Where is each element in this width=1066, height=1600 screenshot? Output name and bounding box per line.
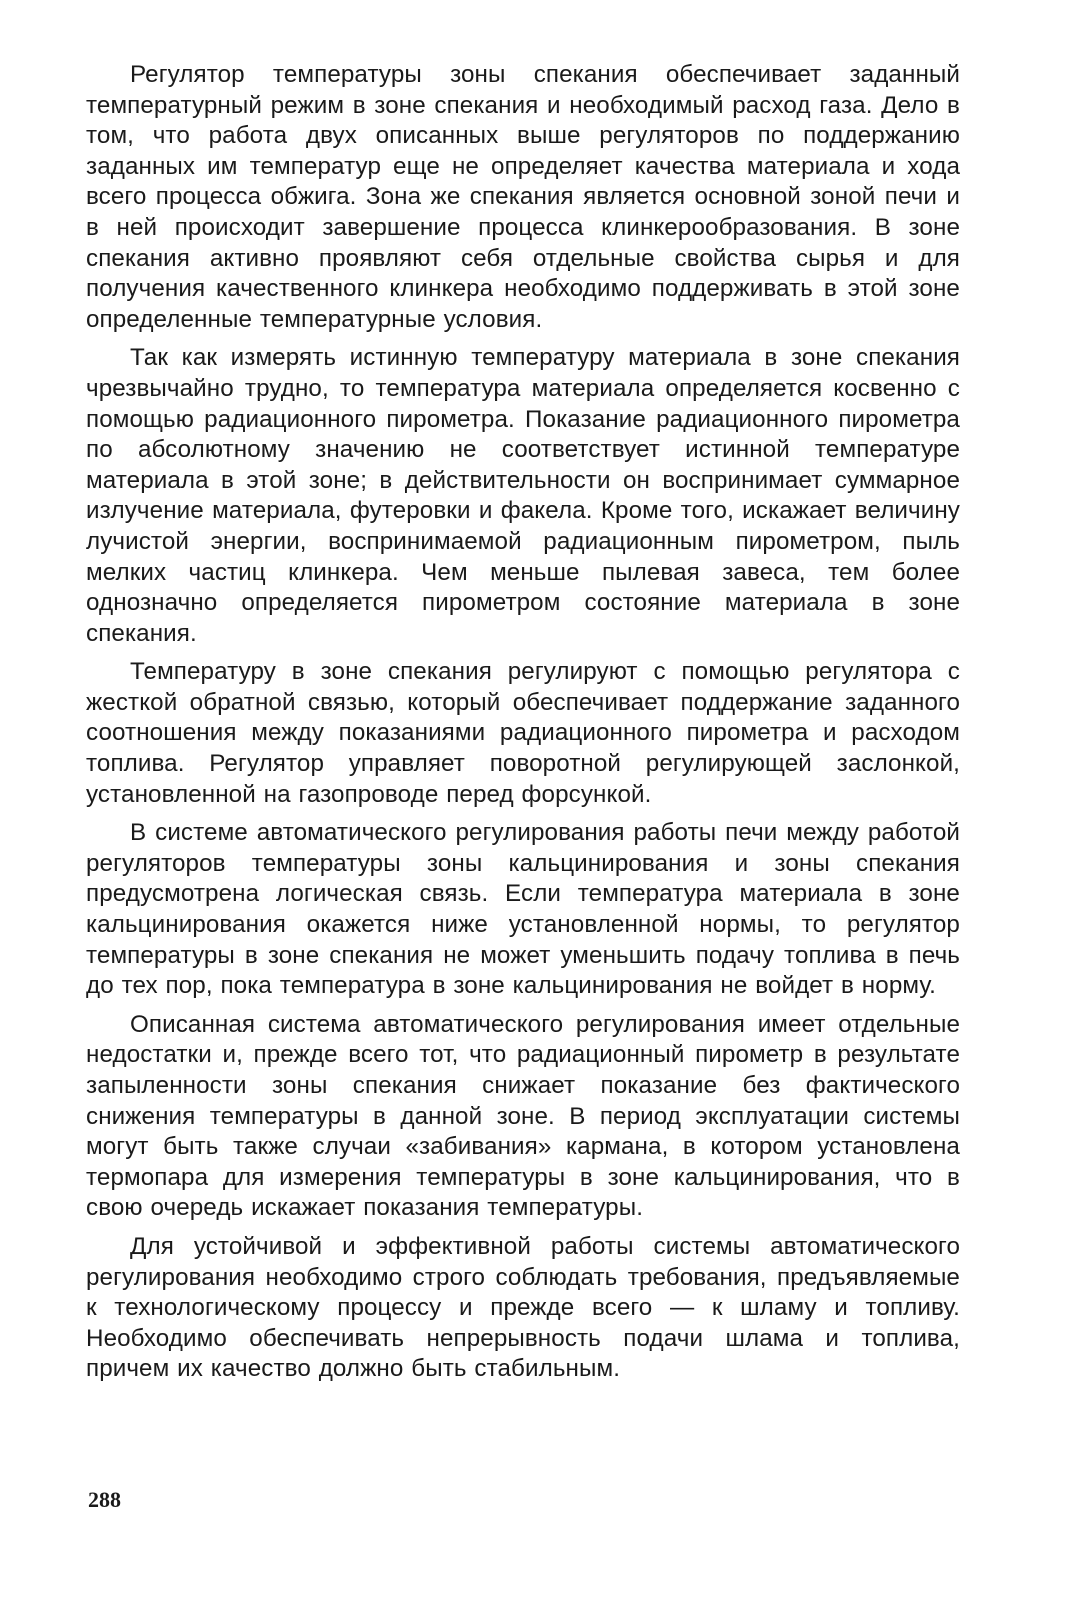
page-body: [86, 60, 960, 1393]
paragraph-3: Температуру в зоне спекания регулируют с помощью регулятора с жесткой обратной связью, который обеспечивает поддержание заданного соотношения между показаниями радиационного пирометра и расходом топлива. Регулятор управляет поворотной регулирующей заслонкой, установленной на газопроводе перед форсункой.: [86, 658, 960, 808]
paragraph-6: Для устойчивой и эффективной работы системы автоматического регулирования необходимо строго соблюдать требования, предъявляемые к технологическому процессу и прежде всего — к шламу и топливу. Необходимо обеспечивать непрерывность подачи шлама и топлива, причем их качество должно быть стабильным.: [86, 1232, 960, 1383]
paragraph-1: Регулятор температуры зоны спекания обеспечивает заданный температурный режим в зоне спекания и необходимый расход газа. Дело в том, что работа двух описанных выше регуляторов по поддержанию заданных им температур еще не определяет качества материала и хода всего процесса обжига. Зона же спекания является основной зоной печи и в ней происходит завершение процесса клинкерообразования. В зоне спекания активно проявляют себя отдельные свойства сырья и для получения качественного клинкера необходимо поддерживать в этой зоне определенные температурные условия.: [86, 61, 960, 333]
paragraph-5: Описанная система автоматического регулирования имеет отдельные недостатки и, прежде всего тот, что радиационный пирометр в результате запыленности зоны спекания снижает показание без фактического снижения температуры в данной зоне. В период эксплуатации системы могут быть также случаи «забивания» кармана, в котором установлена термопара для измерения температуры в зоне кальцинирования, что в свою очередь искажает показания температуры.: [86, 1010, 960, 1222]
page-number: 288: [88, 1487, 121, 1512]
paragraph-4: В системе автоматического регулирования работы печи между работой регуляторов температуры зоны кальцинирования и зоны спекания предусмотрена логическая связь. Если температура материала в зоне кальцинирования окажется ниже установленной нормы, то регулятор температуры в зоне спекания не может уменьшить подачу топлива в печь до тех пор, пока температура в зоне кальцинирования не войдет в норму.: [86, 819, 960, 1000]
paragraph-2: Так как измерять истинную температуру материала в зоне спекания чрезвычайно трудно, то температура материала определяется косвенно с помощью радиационного пирометра. Показание радиационного пирометра по абсолютному значению не соответствует истинной температуре материала в этой зоне; в действительности он воспринимает суммарное излучение материала, футеровки и факела. Кроме того, искажает величину лучистой энергии, воспринимаемой радиационным пирометром, пыль мелких частиц клинкера. Чем меньше пылевая завеса, тем более однозначно определяется пирометром состояние материала в зоне спекания.: [86, 344, 960, 647]
